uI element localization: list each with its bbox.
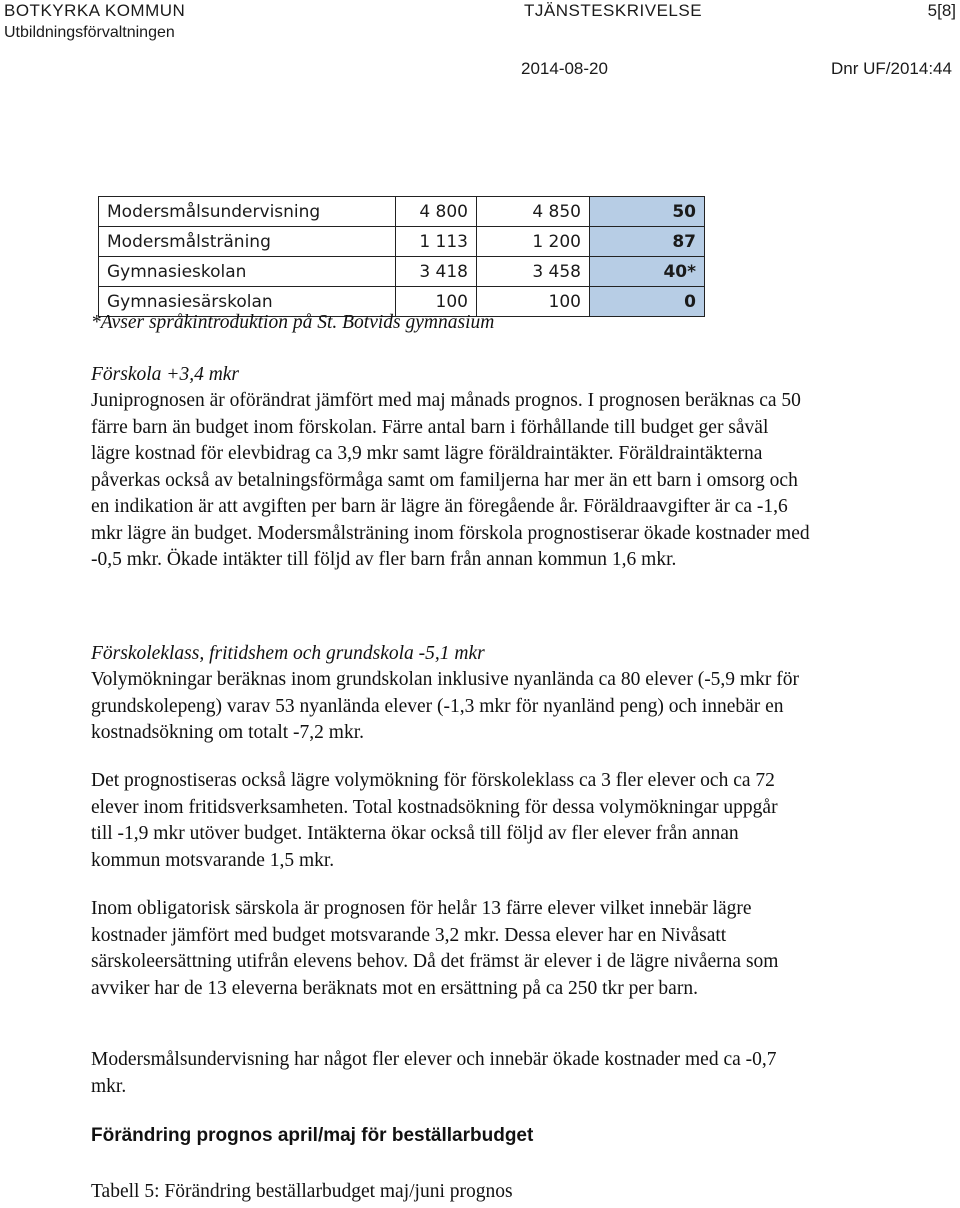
difference-cell: 50	[590, 197, 705, 227]
document-number: Dnr UF/2014:44	[831, 59, 952, 78]
row-label: Modersmålsträning	[99, 227, 396, 257]
value-cell: 3 418	[396, 257, 477, 287]
table-row	[99, 197, 705, 227]
value-cell: 3 458	[477, 257, 590, 287]
fritids-paragraph: Det prognostiseras också lägre volymökning för förskoleklass ca 3 fler elever och ca 72 elever inom fritidsverksamheten. Total kostnadsökning för dessa volymökningar uppgår till -1,9 mkr utöver budget. Intäkterna ökar också till följd av fler elever från annan kommun motsvarande 1,5 mkr.	[91, 770, 778, 871]
table-caption: Tabell 5: Förändring beställarbudget maj/juni prognos	[91, 1181, 513, 1202]
value-cell: 100	[396, 287, 477, 317]
grundskola-paragraph: Volymökningar beräknas inom grundskolan inklusive nyanlända ca 80 elever (-5,9 mkr för grundskolepeng) varav 53 nyanlända elever (-1,3 mkr för nyanländ peng) och innebär en kostnadsökning om totalt -7,2 mkr.	[91, 669, 799, 743]
value-cell: 1 200	[477, 227, 590, 257]
difference-cell: 0	[590, 287, 705, 317]
document-date: 2014-08-20	[521, 59, 608, 78]
forskola-paragraph: Juniprognosen är oförändrat jämfört med maj månads prognos. I prognosen beräknas ca 50 färre barn än budget inom förskolan. Färre antal barn i förhållande till budget ger såväl lägre kostnad för elevbidrag ca 3,9 mkr samt lägre föräldraintäkter. Föräldraintäkterna påverkas också av betalningsförmåga samt om familjerna har mer än ett barn i omsorg och en indikation är att avgiften per barn är lägre än föregående år. Föräldraavgifter är ca -1,6 mkr lägre än budget. Modersmålsträning inom förskola prognostiserar ökade kostnader med -0,5 mkr. Ökade intäkter till följd av fler barn från annan kommun 1,6 mkr.	[91, 390, 810, 570]
table-row	[99, 257, 705, 287]
row-label: Gymnasieskolan	[99, 257, 396, 287]
difference-cell: 40*	[590, 257, 705, 287]
table-row	[99, 227, 705, 257]
value-cell: 4 850	[477, 197, 590, 227]
forskola-heading: Förskola +3,4 mkr	[91, 364, 240, 385]
page-number: 5[8]	[927, 1, 956, 20]
row-label: Modersmålsundervisning	[99, 197, 396, 227]
department-name: Utbildningsförvaltningen	[4, 24, 175, 41]
difference-cell: 87	[590, 227, 705, 257]
value-cell: 1 113	[396, 227, 477, 257]
value-cell: 4 800	[396, 197, 477, 227]
row-label: Gymnasiesärskolan	[99, 287, 396, 317]
sarskola-paragraph: Inom obligatorisk särskola är prognosen för helår 13 färre elever vilket innebär lägre kostnader jämfört med budget motsvarande 3,2 mkr. Dessa elever har en Nivåsatt särskoleersättning utifrån elevens behov. Då det främst är elever i de lägre nivåerna som avviker har de 13 eleverna beräknats mot en ersättning på ca 250 tkr per barn.	[91, 898, 779, 999]
document-type: TJÄNSTESKRIVELSE	[524, 1, 703, 20]
table-footnote: *Avser språkintroduktion på St. Botvids gymnasium	[91, 312, 495, 333]
value-cell: 100	[477, 287, 590, 317]
budget-table	[98, 196, 705, 317]
organization-name: BOTKYRKA KOMMUN	[4, 1, 186, 20]
modersmal-paragraph: Modersmålsundervisning har något fler elever och innebär ökade kostnader med ca -0,7 mkr.	[91, 1049, 777, 1097]
section-heading: Förändring prognos april/maj för beställarbudget	[91, 1125, 534, 1146]
grundskola-heading: Förskoleklass, fritidshem och grundskola -5,1 mkr	[91, 643, 485, 664]
